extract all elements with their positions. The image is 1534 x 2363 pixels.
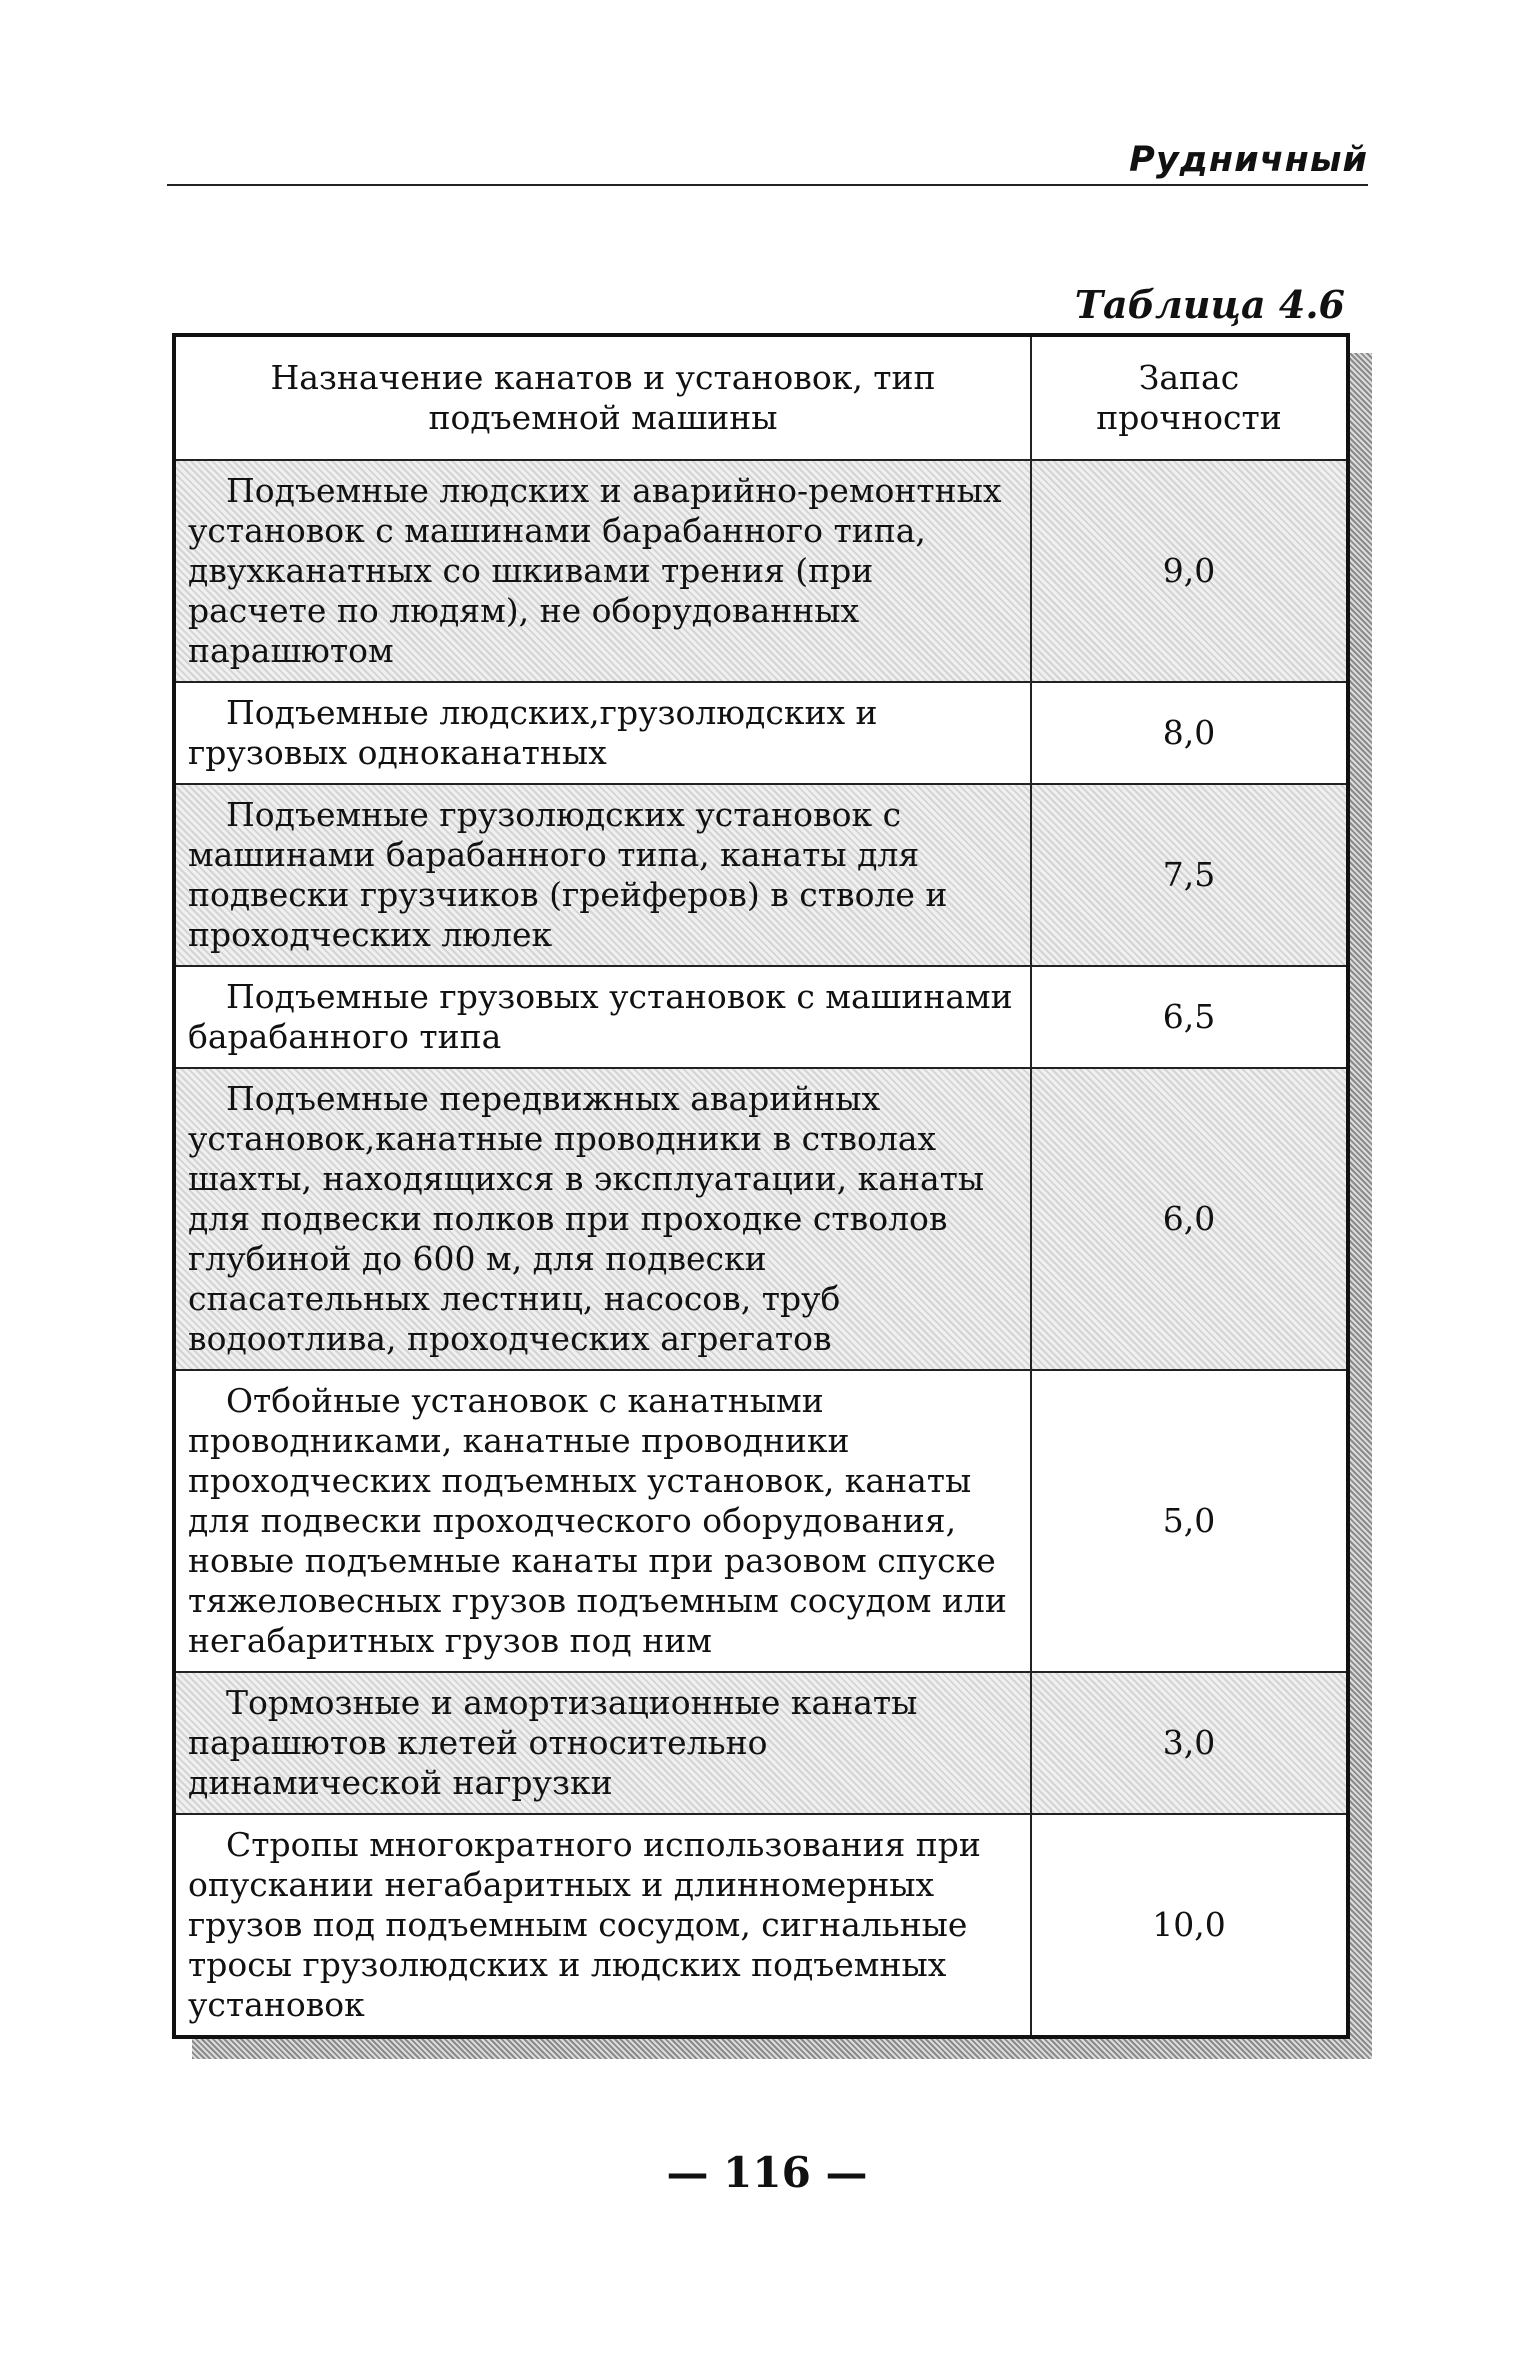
row-value: 10,0 [1031,1814,1348,2037]
table-row [174,460,1348,682]
table-row [174,784,1348,966]
column-header-purpose: Назначение канатов и установок, тип подъемной машины [174,335,1031,460]
row-value: 8,0 [1031,682,1348,784]
table-header-row [174,335,1348,460]
page-number: — 116 — [666,2148,868,2197]
table-caption: Таблица 4.6 [1074,282,1345,327]
table-row [174,1068,1348,1370]
table-row [174,1370,1348,1672]
table-row [174,682,1348,784]
column-header-strength: Запас прочности [1031,335,1348,460]
table-row [174,1814,1348,2037]
row-purpose: Тормозные и амортизационные канаты парашютов клетей относительно динамической нагрузки [174,1672,1031,1814]
row-purpose: Подъемные людских,грузолюдских и грузовых одноканатных [174,682,1031,784]
row-purpose: Отбойные установок с канатными проводниками, канатные проводники проходческих подъемных установок, канаты для подвески проходческого оборудования, новые подъемные канаты при разовом спуске тяжеловесных грузов подъемным сосудом или негабаритных грузов под ним [174,1370,1031,1672]
row-purpose: Подъемные грузолюдских установок с машинами барабанного типа, канаты для подвески грузчиков (грейферов) в стволе и проходческих люлек [174,784,1031,966]
row-value: 3,0 [1031,1672,1348,1814]
row-value: 6,5 [1031,966,1348,1068]
row-purpose: Подъемные грузовых установок с машинами барабанного типа [174,966,1031,1068]
strength-table [172,333,1350,2039]
row-purpose: Подъемные людских и аварийно-ремонтных установок с машинами барабанного типа, двухканатных со шкивами трения (при расчете по людям), не оборудованных парашютом [174,460,1031,682]
row-value: 9,0 [1031,460,1348,682]
table-row [174,966,1348,1068]
row-purpose: Подъемные передвижных аварийных установок,канатные проводники в стволах шахты, находящихся в эксплуатации, канаты для подвески полков при проходке стволов глубиной до 600 м, для подвески спасательных лестниц, насосов, труб водоотлива, проходческих агрегатов [174,1068,1031,1370]
row-value: 5,0 [1031,1370,1348,1672]
row-value: 6,0 [1031,1068,1348,1370]
running-head: Рудничный [167,140,1368,186]
row-purpose: Стропы многократного использования при опускании негабаритных и длинномерных грузов под подъемным сосудом, сигнальные тросы грузолюдских и людских подъемных установок [174,1814,1031,2037]
table-row [174,1672,1348,1814]
row-value: 7,5 [1031,784,1348,966]
